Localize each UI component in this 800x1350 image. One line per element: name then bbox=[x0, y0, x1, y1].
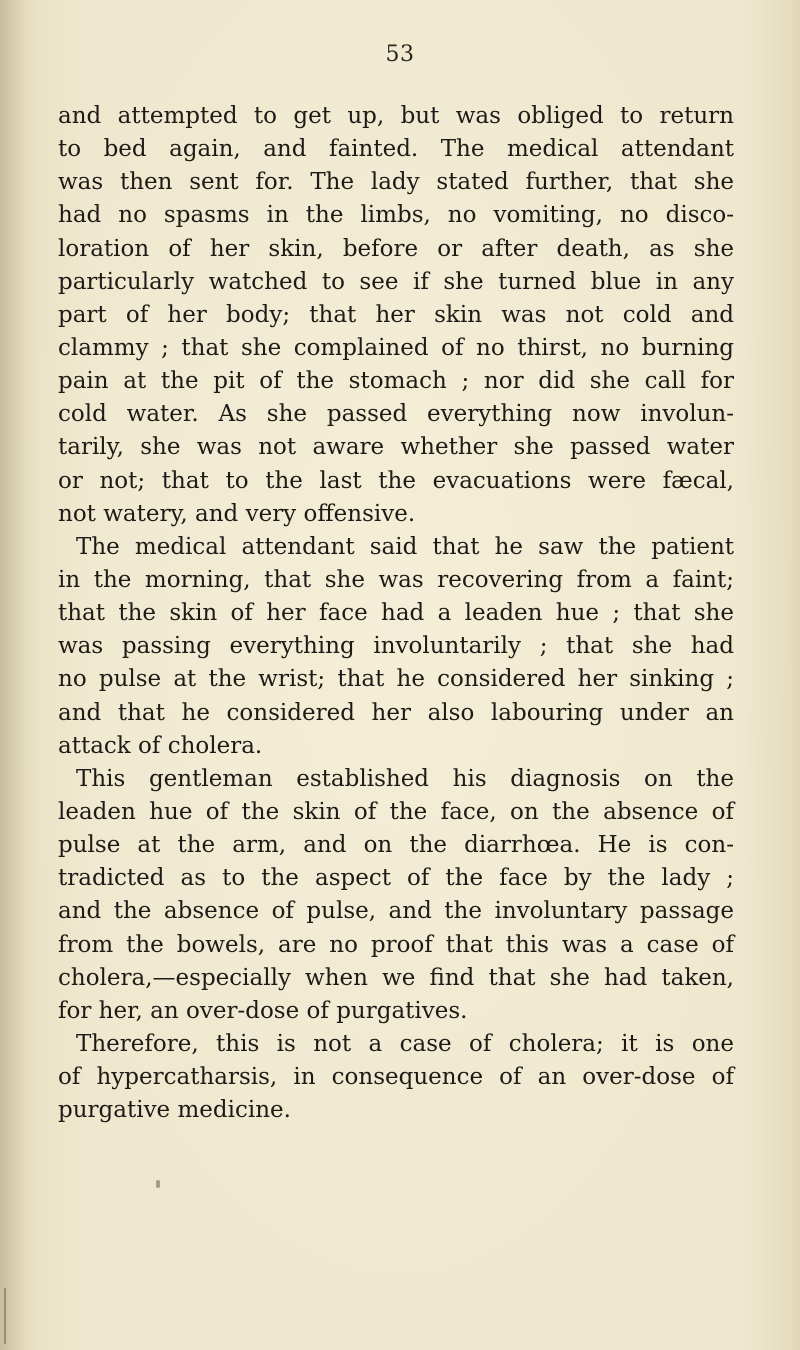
text-line: purgative medicine. bbox=[58, 1097, 291, 1124]
text-line: tarily, she was not aware whether she passed water bbox=[58, 434, 734, 461]
text-line: attack of cholera. bbox=[58, 732, 263, 759]
text-line: part of her body; that her skin was not cold and bbox=[58, 301, 734, 328]
text-line: in the morning, that she was recovering from a faint; bbox=[58, 566, 734, 593]
text-line: loration of her skin, before or after death, as she bbox=[58, 235, 734, 262]
text-line: of hypercatharsis, in consequence of an over-dose of bbox=[58, 1064, 734, 1091]
text-line: cholera,—especially when we find that she had taken, bbox=[58, 964, 734, 991]
text-line: had no spasms in the limbs, no vomiting, no disco- bbox=[58, 202, 734, 229]
text-line: and that he considered her also labouring under an bbox=[58, 699, 734, 726]
text-line: and attempted to get up, but was obliged to return bbox=[58, 103, 734, 129]
text-line: was passing everything involuntarily ; that she had bbox=[58, 633, 734, 660]
text-line: for her, an over-dose of purgatives. bbox=[58, 997, 468, 1024]
text-line: that the skin of her face had a leaden hue ; that she bbox=[58, 600, 734, 627]
text-line: pain at the pit of the stomach ; nor did she call for bbox=[58, 368, 734, 395]
body-text bbox=[58, 100, 734, 1127]
text-line: This gentleman established his diagnosis on the bbox=[76, 765, 734, 792]
paragraph bbox=[58, 1028, 734, 1127]
text-line: Therefore, this is not a case of cholera; it is one bbox=[76, 1030, 734, 1057]
text-line: from the bowels, are no proof that this was a case of bbox=[58, 931, 734, 958]
text-line: leaden hue of the skin of the face, on the absence of bbox=[58, 798, 734, 825]
paragraph bbox=[58, 531, 734, 763]
text-line: pulse at the arm, and on the diarrhœa. He is con- bbox=[58, 832, 734, 859]
text-line: cold water. As she passed everything now involun- bbox=[58, 401, 734, 428]
text-line: was then sent for. The lady stated further, that she bbox=[58, 169, 734, 196]
page-shadow-edge bbox=[0, 0, 26, 1350]
text-line: tradicted as to the aspect of the face by the lady ; bbox=[58, 865, 734, 892]
text-line: to bed again, and fainted. The medical attendant bbox=[58, 136, 734, 163]
text-line: not watery, and very offensive. bbox=[58, 500, 416, 527]
paragraph bbox=[58, 763, 734, 1028]
text-line: no pulse at the wrist; that he considered her sinking ; bbox=[58, 666, 734, 693]
page-number: 53 bbox=[385, 42, 415, 67]
text-line: clammy ; that she complained of no thirst, no burning bbox=[58, 334, 734, 361]
text-line: particularly watched to see if she turned blue in any bbox=[58, 268, 734, 295]
text-line: The medical attendant said that he saw the patient bbox=[76, 533, 734, 560]
text-line: and the absence of pulse, and the involuntary passage bbox=[58, 898, 734, 925]
ink-speck bbox=[156, 1180, 160, 1188]
binding-mark bbox=[4, 1288, 6, 1344]
text-line: or not; that to the last the evacuations were fæcal, bbox=[58, 467, 734, 494]
paragraph bbox=[58, 100, 734, 531]
